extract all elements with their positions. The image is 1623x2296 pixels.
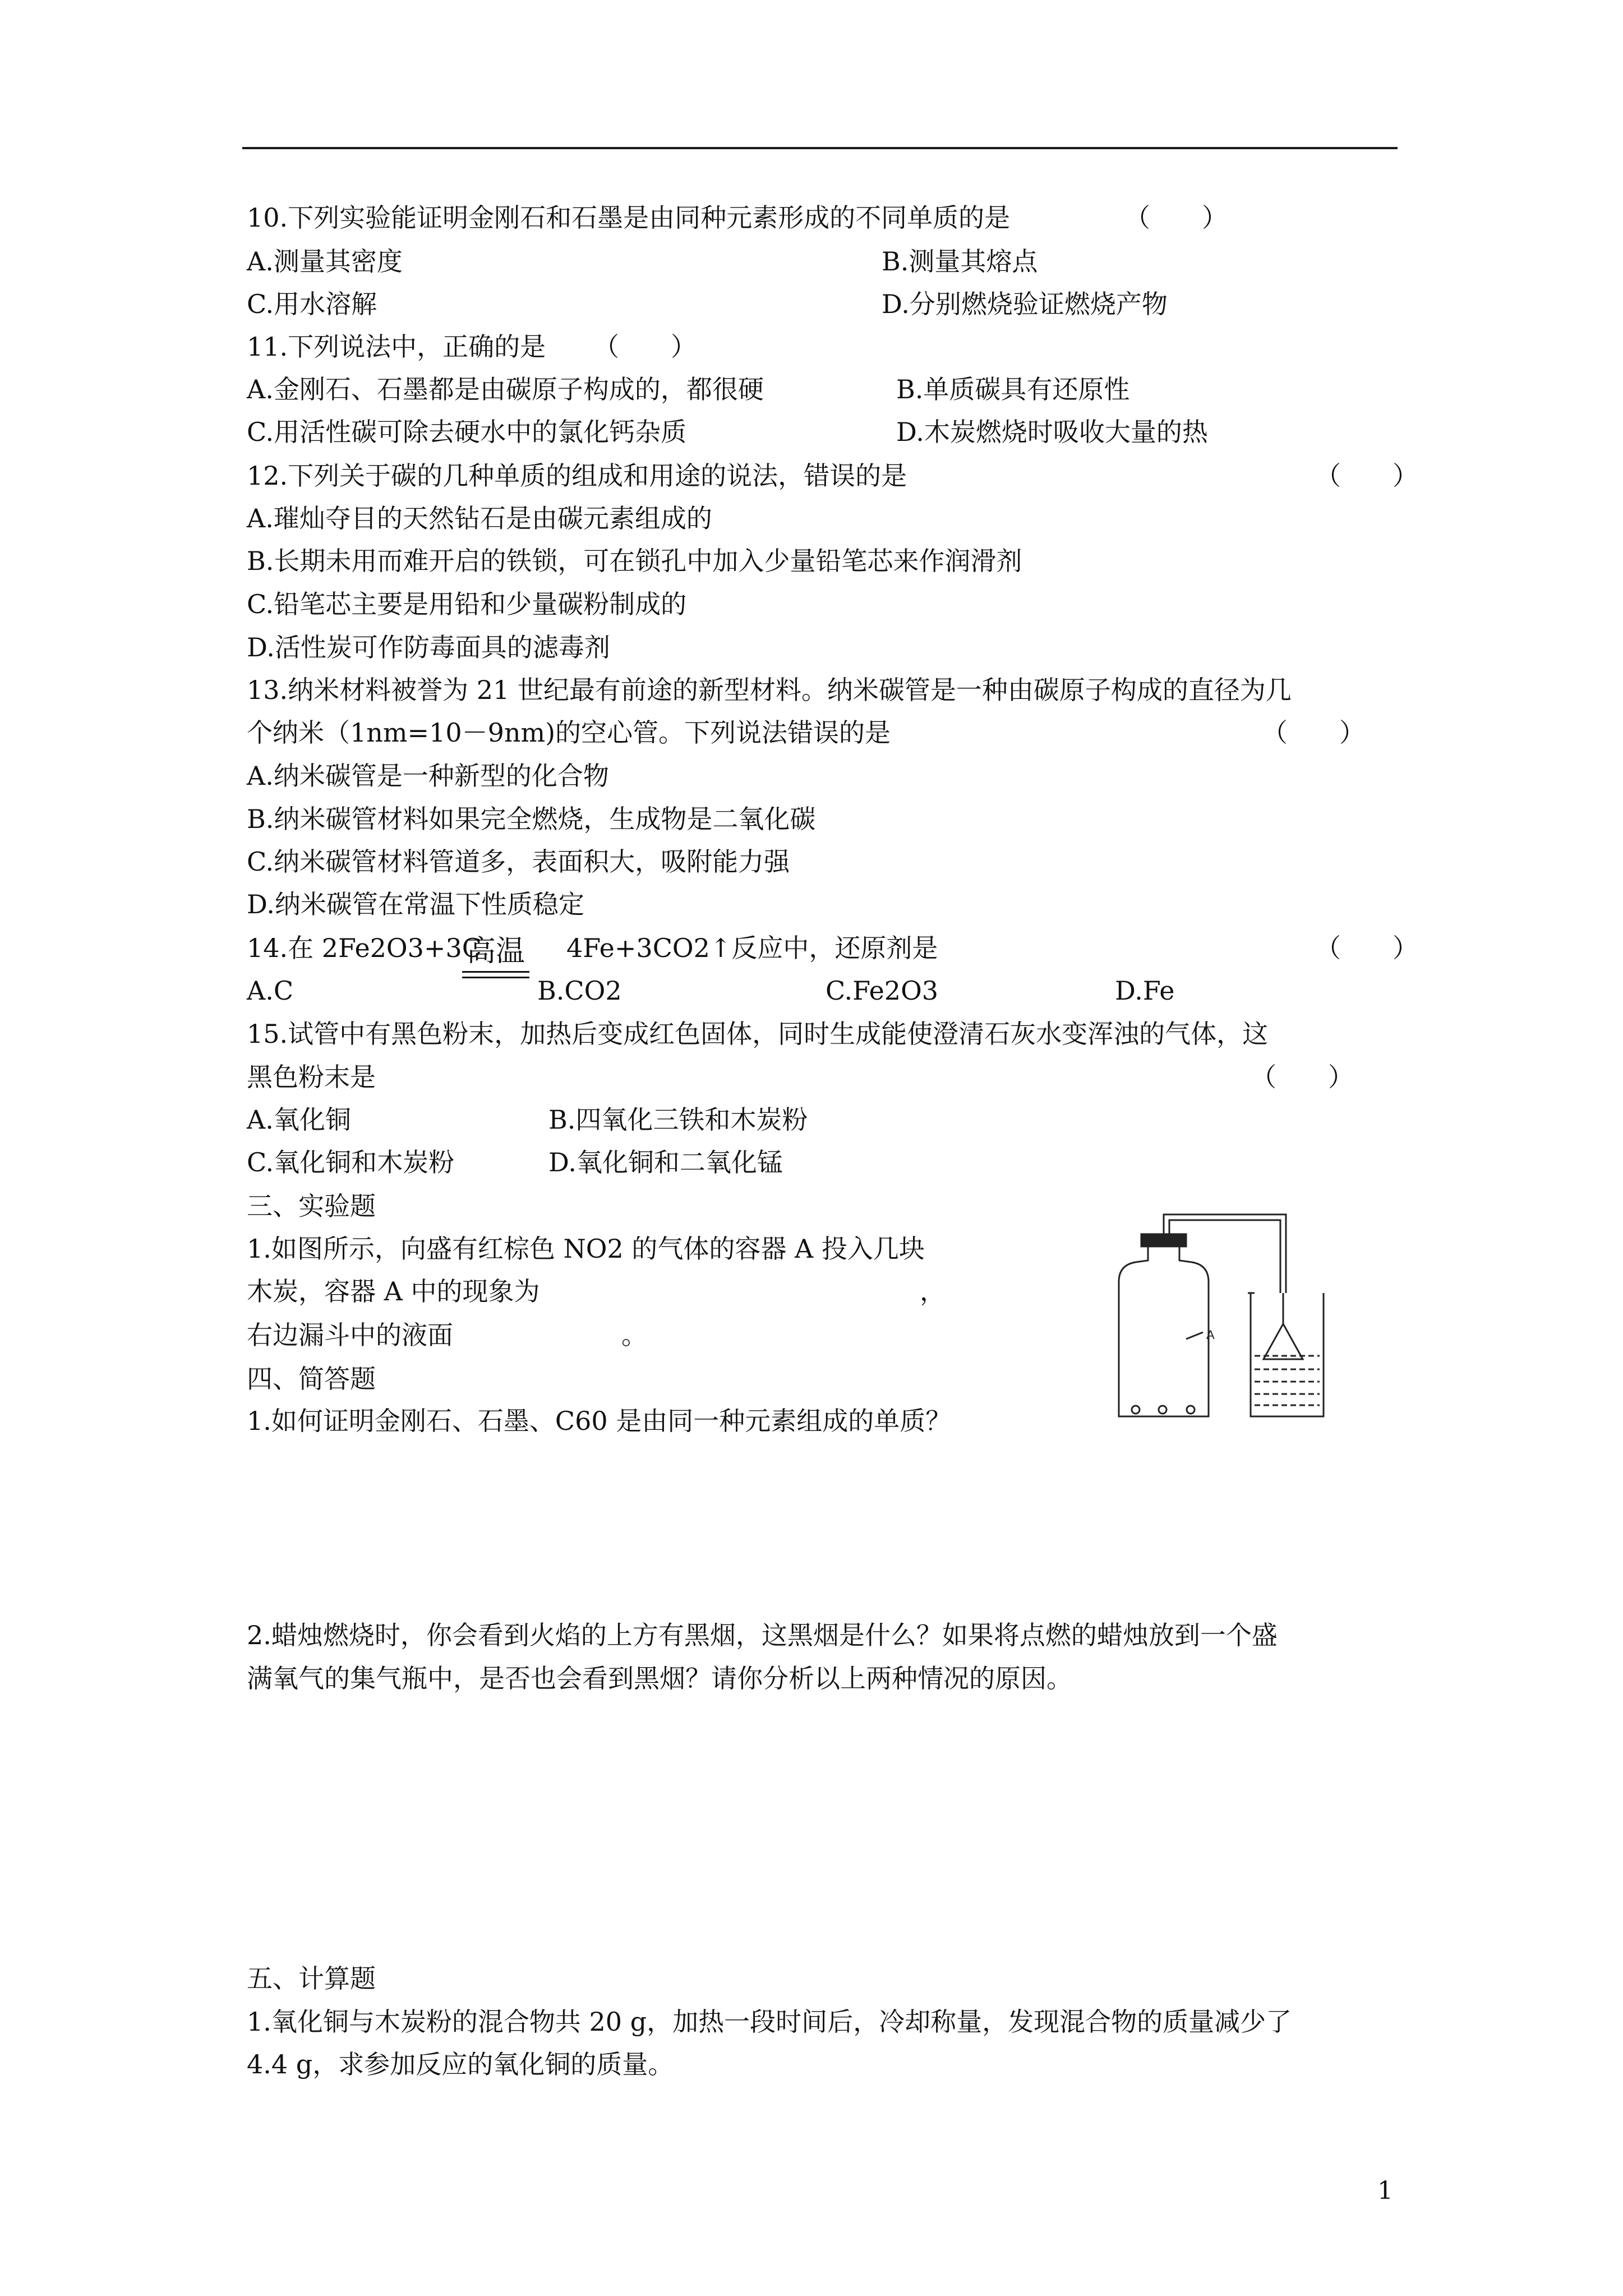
q13-option-c: C.纳米碳管材料管道多，表面积大，吸附能力强 bbox=[247, 846, 790, 877]
section3-q1-line3-period: 。 bbox=[621, 1320, 647, 1350]
section3-title: 三、实验题 bbox=[247, 1191, 376, 1221]
equals-line-top bbox=[462, 971, 529, 973]
section4-q2-line1: 2.蜡烛燃烧时，你会看到火焰的上方有黑烟，这黑烟是什么？如果将点燃的蜡烛放到一个盛 bbox=[247, 1620, 1278, 1650]
q15-stem-line2: 黑色粉末是 bbox=[247, 1062, 376, 1092]
q10-option-a: A.测量其密度 bbox=[247, 246, 403, 277]
q15-option-d: D.氧化铜和二氧化锰 bbox=[548, 1147, 783, 1177]
container-a-label: A bbox=[1206, 1328, 1215, 1342]
q11-option-d: D.木炭燃烧时吸收大量的热 bbox=[896, 417, 1208, 447]
q12-stem: 12.下列关于碳的几种单质的组成和用途的说法，错误的是 bbox=[247, 461, 907, 491]
q10-option-c: C.用水溶解 bbox=[247, 289, 377, 319]
q12-option-d: D.活性炭可作防毒面具的滤毒剂 bbox=[247, 632, 610, 662]
q12-option-b: B.长期未用而难开启的铁锁，可在锁孔中加入少量铅笔芯来作润滑剂 bbox=[247, 546, 1022, 576]
apparatus-figure bbox=[1108, 1209, 1399, 1422]
q10-answer-bracket: （ ） bbox=[1124, 203, 1228, 233]
section3-q1-line1: 1.如图所示，向盛有红棕色 NO2 的气体的容器 A 投入几块 bbox=[247, 1234, 925, 1264]
q14-option-a: A.C bbox=[247, 976, 294, 1006]
q14-option-d: D.Fe bbox=[1115, 976, 1175, 1006]
section5-title: 五、计算题 bbox=[247, 1963, 376, 1994]
q11-option-c: C.用活性碳可除去硬水中的氯化钙杂质 bbox=[247, 417, 687, 447]
section5-q1-line2: 4.4 g，求参加反应的氧化铜的质量。 bbox=[247, 2049, 674, 2079]
q10-option-d: D.分别燃烧验证燃烧产物 bbox=[882, 289, 1168, 319]
q12-option-a: A.璀灿夺目的天然钻石是由碳元素组成的 bbox=[247, 503, 712, 533]
apparatus-diagram bbox=[1108, 1209, 1399, 1422]
equals-line-bottom bbox=[462, 977, 529, 978]
q11-stem: 11.下列说法中，正确的是 bbox=[247, 332, 546, 362]
q10-option-b: B.测量其熔点 bbox=[882, 246, 1038, 277]
section4-q1: 1.如何证明金刚石、石墨、C60 是由同一种元素组成的单质？ bbox=[247, 1406, 952, 1436]
section3-q1-line2: 木炭，容器 A 中的现象为 bbox=[247, 1276, 540, 1306]
section3-q1-line3: 右边漏斗中的液面 bbox=[247, 1320, 453, 1350]
q15-option-c: C.氧化铜和木炭粉 bbox=[247, 1147, 455, 1177]
q15-option-b: B.四氧化三铁和木炭粉 bbox=[548, 1105, 808, 1135]
q10-stem: 10.下列实验能证明金刚石和石墨是由同种元素形成的不同单质的是 bbox=[247, 203, 1011, 233]
q13-stem-line2: 个纳米（1nm=10－9nm)的空心管。下列说法错误的是 bbox=[247, 717, 891, 748]
q15-option-a: A.氧化铜 bbox=[247, 1105, 351, 1135]
q13-answer-bracket: （ ） bbox=[1262, 717, 1365, 748]
reaction-condition-label: 高温 bbox=[466, 935, 525, 968]
q13-option-b: B.纳米碳管材料如果完全燃烧，生成物是二氧化碳 bbox=[247, 804, 816, 834]
q11-answer-bracket: （ ） bbox=[593, 332, 697, 362]
q13-option-d: D.纳米碳管在常温下性质稳定 bbox=[247, 889, 584, 919]
q14-option-c: C.Fe2O3 bbox=[826, 976, 939, 1006]
q12-option-c: C.铅笔芯主要是用铅和少量碳粉制成的 bbox=[247, 589, 687, 619]
section5-q1-line1: 1.氧化铜与木炭粉的混合物共 20 g，加热一段时间后，冷却称量，发现混合物的质量减少了 bbox=[247, 2007, 1292, 2037]
q12-answer-bracket: （ ） bbox=[1315, 461, 1418, 491]
page-number: 1 bbox=[1377, 2177, 1393, 2205]
q14-stem-left: 14.在 2Fe2O3+3C bbox=[247, 933, 482, 963]
header-rule bbox=[242, 147, 1398, 149]
q15-stem-line1: 15.试管中有黑色粉末，加热后变成红色固体，同时生成能使澄清石灰水变浑浊的气体，这 bbox=[247, 1019, 1269, 1049]
reaction-condition bbox=[462, 935, 529, 978]
section4-title: 四、简答题 bbox=[247, 1364, 376, 1394]
q14-option-b: B.CO2 bbox=[537, 976, 622, 1006]
q14-answer-bracket: （ ） bbox=[1315, 933, 1418, 963]
section3-q1-line2-comma: ， bbox=[920, 1276, 946, 1306]
q11-option-a: A.金刚石、石墨都是由碳原子构成的，都很硬 bbox=[247, 374, 764, 404]
section4-q2-line2: 满氧气的集气瓶中，是否也会看到黑烟？请你分析以上两种情况的原因。 bbox=[247, 1663, 1072, 1694]
q11-option-b: B.单质碳具有还原性 bbox=[896, 374, 1130, 404]
q13-stem-line1: 13.纳米材料被誉为 21 世纪最有前途的新型材料。纳米碳管是一种由碳原子构成的直径为几 bbox=[247, 675, 1292, 705]
q13-option-a: A.纳米碳管是一种新型的化合物 bbox=[247, 761, 609, 791]
q14-stem-right: 4Fe+3CO2↑反应中，还原剂是 bbox=[566, 933, 938, 963]
q15-answer-bracket: （ ） bbox=[1251, 1062, 1354, 1092]
